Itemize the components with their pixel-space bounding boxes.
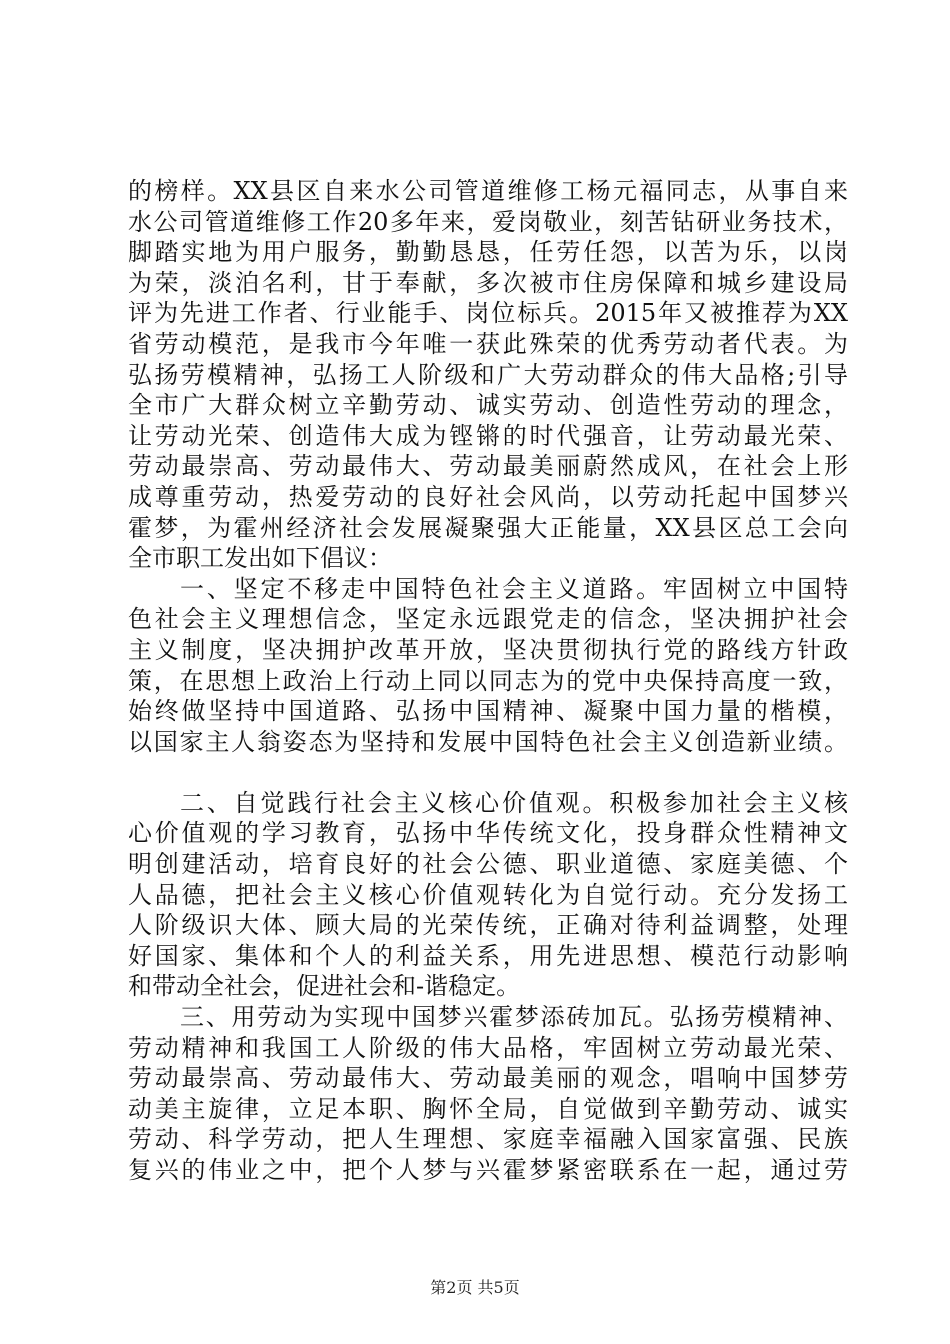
- text-line: 二、自觉践行社会主义核心价值观。积极参加社会主义核: [180, 788, 848, 817]
- text-line: 脚踏实地为用户服务，勤勤恳恳，任劳任怨，以苦为乐，以岗: [128, 238, 848, 267]
- text-line: 劳动精神和我国工人阶级的伟大品格，牢固树立劳动最光荣、: [128, 1033, 848, 1062]
- text-line: 劳动最崇高、劳动最伟大、劳动最美丽蔚然成风，在社会上形: [128, 452, 848, 481]
- text-line: 复兴的伟业之中，把个人梦与兴霍梦紧密联系在一起，通过劳: [128, 1156, 848, 1184]
- text-line: 心价值观的学习教育，弘扬中华传统文化，投身群众性精神文: [128, 819, 848, 848]
- text-line: 劳动最崇高、劳动最伟大、劳动最美丽的观念，唱响中国梦劳: [128, 1064, 848, 1093]
- text-line: 人阶级识大体、顾大局的光荣传统，正确对待利益调整，处理: [128, 911, 848, 940]
- text-line: 全市职工发出如下倡议：: [128, 544, 392, 573]
- page-number-footer: 第2页 共5页: [430, 1278, 520, 1297]
- text-line: 评为先进工作者、行业能手、岗位标兵。2015年又被推荐为XX: [128, 299, 848, 328]
- paragraph-point-three: [128, 1002, 848, 1186]
- text-line: 三、用劳动为实现中国梦兴霍梦添砖加瓦。弘扬劳模精神、: [180, 1003, 848, 1032]
- paragraph-point-one: [128, 574, 848, 758]
- text-line: 以国家主人翁姿态为坚持和发展中国特色社会主义创造新业绩。: [128, 727, 848, 756]
- text-line: 为荣，淡泊名利，甘于奉献，多次被市住房保障和城乡建设局: [128, 268, 848, 297]
- text-line: 成尊重劳动，热爱劳动的良好社会风尚，以劳动托起中国梦兴: [128, 482, 848, 511]
- text-line: 和带动全社会，促进社会和-谐稳定。: [128, 972, 521, 1001]
- text-line: 霍梦，为霍州经济社会发展凝聚强大正能量，XX县区总工会向: [128, 513, 848, 542]
- text-line: 弘扬劳模精神，弘扬工人阶级和广大劳动群众的伟大品格;引导: [128, 360, 848, 389]
- paragraph-spacer: [128, 757, 848, 788]
- text-line: 让劳动光荣、创造伟大成为铿锵的时代强音，让劳动最光荣、: [128, 421, 848, 450]
- document-body: [128, 176, 848, 1186]
- text-line: 人品德，把社会主义核心价值观转化为自觉行动。充分发扬工: [128, 880, 848, 909]
- text-line: 动美主旋律，立足本职、胸怀全局，自觉做到辛勤劳动、诚实: [128, 1094, 848, 1123]
- text-line: 水公司管道维修工作20多年来，爱岗敬业，刻苦钻研业务技术，: [128, 207, 848, 236]
- paragraph-intro: [128, 176, 848, 574]
- text-line: 的榜样。XX县区自来水公司管道维修工杨元福同志，从事自来: [128, 177, 848, 205]
- text-line: 全市广大群众树立辛勤劳动、诚实劳动、创造性劳动的理念，: [128, 391, 848, 420]
- text-line: 劳动、科学劳动，把人生理想、家庭幸福融入国家富强、民族: [128, 1125, 848, 1154]
- text-line: 一、坚定不移走中国特色社会主义道路。牢固树立中国特: [180, 574, 848, 603]
- text-line: 主义制度，坚决拥护改革开放，坚决贯彻执行党的路线方针政: [128, 635, 848, 664]
- text-line: 色社会主义理想信念，坚定永远跟党走的信念，坚决拥护社会: [128, 605, 848, 634]
- text-line: 始终做坚持中国道路、弘扬中国精神、凝聚中国力量的楷模，: [128, 697, 848, 726]
- text-line: 策，在思想上政治上行动上同以同志为的党中央保持高度一致，: [128, 666, 848, 695]
- text-line: 好国家、集体和个人的利益关系，用先进思想、模范行动影响: [128, 941, 848, 970]
- text-line: 明创建活动，培育良好的社会公德、职业道德、家庭美德、个: [128, 850, 848, 879]
- text-line: 省劳动模范，是我市今年唯一获此殊荣的优秀劳动者代表。为: [128, 329, 848, 358]
- paragraph-point-two: [128, 788, 848, 1002]
